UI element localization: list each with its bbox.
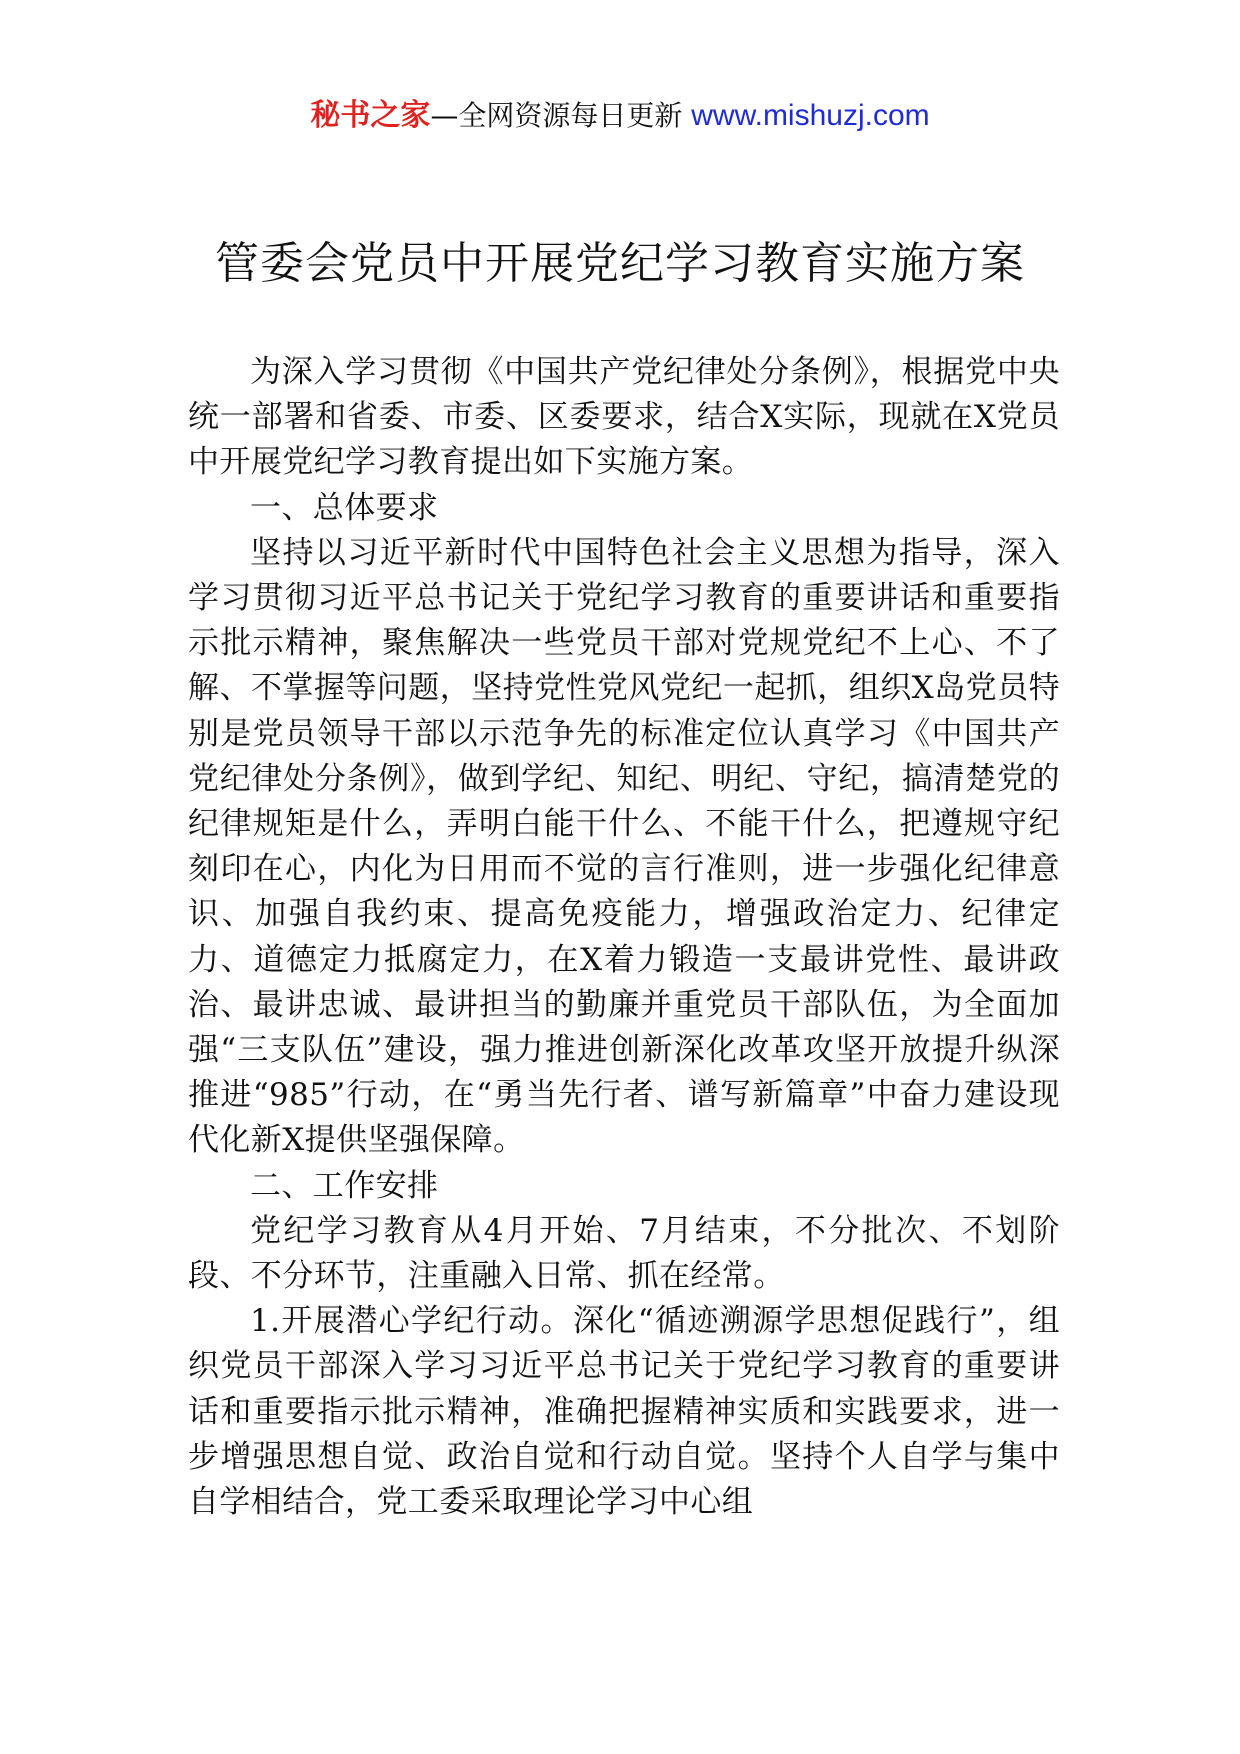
section-heading-general-requirements: 一、总体要求 — [250, 489, 439, 526]
paragraph-study-action: 1.开展潜心学纪行动。深化“循迹溯源学思想促践行”，组织党员干部深入学习习近平总书记关于党纪学习教育的重要讲话和重要指示批示精神，准确把握精神实质和实践要求，进一步增强思想自觉、政治自觉和行动自觉。坚持个人自学与集中自学相结合，党工委采取理论学习中心组 — [188, 1303, 1060, 1521]
brand-name: 秘书之家 — [310, 98, 431, 133]
header-slogan: —全网资源每日更新 — [430, 99, 683, 132]
document-title: 管委会党员中开展党纪学习教育实施方案 — [215, 238, 1025, 289]
section-heading-work-arrangements: 二、工作安排 — [250, 1167, 439, 1204]
paragraph-intro: 为深入学习贯彻《中国共产党纪律处分条例》，根据党中央统一部署和省委、市委、区委要求，结合X实际，现就在X党员中开展党纪学习教育提出如下实施方案。 — [188, 354, 1060, 481]
site-header — [0, 96, 1240, 136]
paragraph-general-requirements: 坚持以习近平新时代中国特色社会主义思想为指导，深入学习贯彻习近平总书记关于党纪学习教育的重要讲话和重要指示批示精神，聚焦解决一些党员干部对党规党纪不上心、不了解、不掌握等问题，坚持党性党风党纪一起抓，组织X岛党员特别是党员领导干部以示范争先的标准定位认真学习《中国共产党纪律处分条例》，做到学纪、知纪、明纪、守纪，搞清楚党的纪律规矩是什么，弄明白能干什么、不能干什么，把遵规守纪刻印在心，内化为日用而不觉的言行准则，进一步强化纪律意识、加强自我约束、提高免疫能力，增强政治定力、纪律定力、道德定力抵腐定力，在X着力锻造一支最讲党性、最讲政治、最讲忠诚、最讲担当的勤廉并重党员干部队伍，为全面加强“三支队伍”建设，强力推进创新深化改革攻坚开放提升纵深推进“985”行动，在“勇当先行者、谱写新篇章”中奋力建设现代化新X提供坚强保障。 — [188, 534, 1060, 1159]
document-body — [188, 350, 1060, 1525]
paragraph-work-arrangements: 党纪学习教育从4月开始、7月结束，不分批次、不划阶段、不分环节，注重融入日常、抓在经常。 — [188, 1212, 1060, 1295]
site-url-link[interactable]: www.mishuzj.com — [691, 99, 930, 132]
